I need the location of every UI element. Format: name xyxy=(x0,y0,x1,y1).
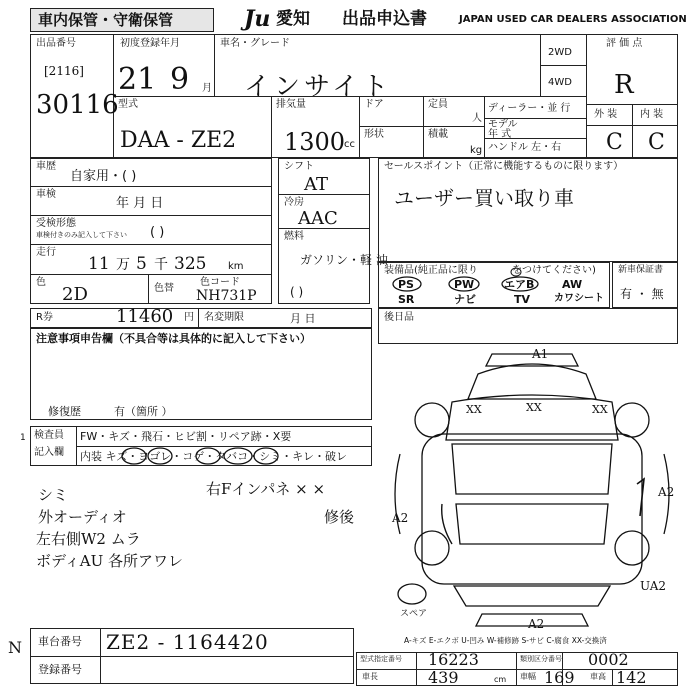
dealer-label: ディーラー・並 行 xyxy=(488,103,571,114)
height-label: 車高 xyxy=(590,672,606,681)
inspection-value: 年 月 日 xyxy=(116,196,164,211)
lot-no-label: 出品番号 xyxy=(36,38,76,49)
note-1: シミ xyxy=(38,486,69,504)
note-6: 修後 xyxy=(324,508,355,526)
insp-number: 1 xyxy=(20,433,26,443)
shift-label: シフト xyxy=(284,161,314,172)
type-designation-label: 型式指定番号 xyxy=(360,655,402,663)
color-label: 色 xyxy=(36,277,46,288)
first-reg-label: 初度登録年月 xyxy=(120,38,180,49)
diag-a2-right: A2 xyxy=(658,485,675,499)
r-ken-block xyxy=(30,308,372,328)
model-year-label: モデル 年 式 xyxy=(488,119,518,140)
spare-label: スペア xyxy=(400,609,428,619)
equip-circles xyxy=(378,262,610,308)
aircon-value: AAC xyxy=(298,208,338,229)
length-unit: cm xyxy=(494,675,507,684)
insp-codes-1: FW・キズ・飛石・ヒビ割・リペア跡・X要 xyxy=(80,430,292,443)
diag-a2-bottom: A2 xyxy=(528,617,545,631)
diag-xx-2: XX xyxy=(526,401,542,414)
note-4: ボディAU 各所アワレ xyxy=(36,552,184,570)
equip-ps: PS xyxy=(398,278,414,291)
reg-month: 9 xyxy=(170,62,190,97)
aircon-label: 冷房 xyxy=(284,197,304,208)
org-name-en: JAPAN USED CAR DEALERS ASSOCIATION xyxy=(459,14,687,25)
width-label: 車幅 xyxy=(520,672,536,681)
note-3: 左右側W2 ムラ xyxy=(36,530,141,548)
form-title: 出品申込書 xyxy=(342,9,427,29)
bottom-left-mark: N xyxy=(8,638,22,657)
note-5: 右Fインパネ × × xyxy=(206,480,326,498)
width-value: 169 xyxy=(544,668,575,687)
mileage-sen-unit: 千 xyxy=(154,257,168,273)
new-warranty-options: 有 ・ 無 xyxy=(620,287,664,301)
name-change-value: 月 日 xyxy=(290,312,316,325)
type-value: DAA - ZE2 xyxy=(120,128,237,153)
wd4-label: 4WD xyxy=(548,77,572,88)
model-grade-label: 車名・グレード xyxy=(220,38,290,49)
repair-label: 修復歴 xyxy=(48,405,81,418)
mileage-sen: 5 xyxy=(136,254,147,274)
sales-point-value: ユーザー買い取り車 xyxy=(394,186,574,210)
cc-unit: cc xyxy=(344,139,355,150)
fuel-label: 燃料 xyxy=(284,231,304,242)
ju-logo: Ju xyxy=(244,6,271,32)
fuel-value: ガソリン・軽 油 xyxy=(300,253,388,267)
entry-label: 記入欄 xyxy=(34,447,64,458)
color-code-value: NH731P xyxy=(196,288,257,304)
equip-navi: ナビ xyxy=(454,293,476,306)
new-warranty-label: 新車保証書 xyxy=(618,265,664,275)
km-unit: km xyxy=(228,261,244,272)
receive-sub: 車検付きのみ記入して下さい xyxy=(36,231,127,239)
mileage-man: 11 xyxy=(88,254,110,274)
diag-a1: A1 xyxy=(532,347,549,361)
class-no-label: 類別区分番号 xyxy=(520,655,562,663)
repair-value: 有（箇所 ） xyxy=(114,405,173,418)
handle-label: ハンドル 左・右 xyxy=(488,142,562,153)
load-label: 積載 xyxy=(428,129,448,140)
equip-tv: TV xyxy=(514,293,531,306)
interior-value: C xyxy=(648,130,665,155)
insp-circles xyxy=(120,444,280,466)
capacity-label: 定員 xyxy=(428,99,448,110)
sales-point-label: セールスポイント（正常に機能するものに限ります） xyxy=(384,161,624,172)
equip-aw: AW xyxy=(562,278,583,291)
exterior-value: C xyxy=(606,130,623,155)
height-value: 142 xyxy=(616,668,647,687)
equip-airbag: エアB xyxy=(504,278,535,291)
color-code-label: 色コード xyxy=(200,277,240,288)
type-label: 型式 xyxy=(118,99,138,110)
kg-unit: kg xyxy=(470,145,483,156)
inspector-label: 検査員 xyxy=(34,430,64,441)
back-item-block xyxy=(378,308,678,344)
back-item-label: 後日品 xyxy=(384,312,414,323)
damage-legend: A-キズ E-エクボ U-凹み W-補修跡 S-サビ C-腐食 XX-交換済 xyxy=(404,636,607,645)
diag-ua2: UA2 xyxy=(640,579,667,593)
color-change-label: 色替 xyxy=(154,283,174,294)
displacement-value: 1300 xyxy=(284,128,346,156)
shift-value: AT xyxy=(304,174,329,195)
storage-label: 車内保管・守衛保管 xyxy=(38,11,174,29)
color-value: 2D xyxy=(62,284,88,305)
r-ken-value: 11460 xyxy=(116,306,174,327)
yen-unit: 円 xyxy=(184,312,194,323)
reg-month-unit: 月 xyxy=(202,83,212,94)
history-value: 自家用・( ) xyxy=(70,169,137,184)
name-change-label: 名変期限 xyxy=(204,312,244,323)
type-designation-value: 16223 xyxy=(428,650,479,669)
reg-year: 21 xyxy=(118,62,157,97)
equip-pw: PW xyxy=(454,278,475,291)
mileage-man-unit: 万 xyxy=(116,257,130,273)
lot-bracket: [2116] xyxy=(44,64,84,78)
equip-sr: SR xyxy=(398,293,415,306)
capacity-unit: 人 xyxy=(472,113,482,124)
exterior-label: 外 装 xyxy=(594,109,618,120)
shape-label: 形状 xyxy=(364,129,384,140)
mileage-label: 走行 xyxy=(36,247,56,258)
equip-label-2: をつけてください) xyxy=(512,265,596,276)
diag-xx-1: XX xyxy=(466,403,482,416)
lot-number: 30116 xyxy=(36,90,119,120)
insp-codes-2: 内装 キズ・ヨゴレ・コゲ・タバコ・シミ・キレ・破レ xyxy=(80,450,348,463)
history-label: 車歴 xyxy=(36,161,56,172)
receive-label: 受検形態 xyxy=(36,218,76,229)
brand-name: 愛知 xyxy=(276,9,310,29)
wd2-label: 2WD xyxy=(548,47,572,58)
diag-a2-left: A2 xyxy=(392,511,409,525)
inspection-label: 車検 xyxy=(36,189,56,200)
length-label: 車長 xyxy=(362,672,378,681)
receive-paren: ( ) xyxy=(150,225,165,240)
fuel-paren: ( ) xyxy=(290,285,304,299)
reg-no-label: 登録番号 xyxy=(38,663,82,676)
mileage-rest: 325 xyxy=(174,254,207,274)
diag-xx-3: XX xyxy=(592,403,608,416)
length-value: 439 xyxy=(428,668,459,687)
notice-label: 注意事項申告欄（不具合等は具体的に記入して下さい） xyxy=(36,332,311,345)
r-ken-label: R券 xyxy=(36,312,53,323)
rating-value: R xyxy=(614,70,634,100)
class-no-value: 0002 xyxy=(588,650,629,669)
equip-kawa: カワシート xyxy=(554,293,604,304)
car-name: インサイト xyxy=(244,72,393,102)
note-2: 外オーディオ xyxy=(38,508,127,526)
chassis-value: ZE2 - 1164420 xyxy=(106,630,269,654)
interior-label: 内 装 xyxy=(640,109,664,120)
rating-label: 評 価 点 xyxy=(606,38,643,49)
chassis-label: 車台番号 xyxy=(38,635,82,648)
equip-label: 装備品(純正品に限り xyxy=(384,265,478,276)
door-label: ドア xyxy=(364,99,384,110)
displacement-label: 排気量 xyxy=(276,99,306,110)
